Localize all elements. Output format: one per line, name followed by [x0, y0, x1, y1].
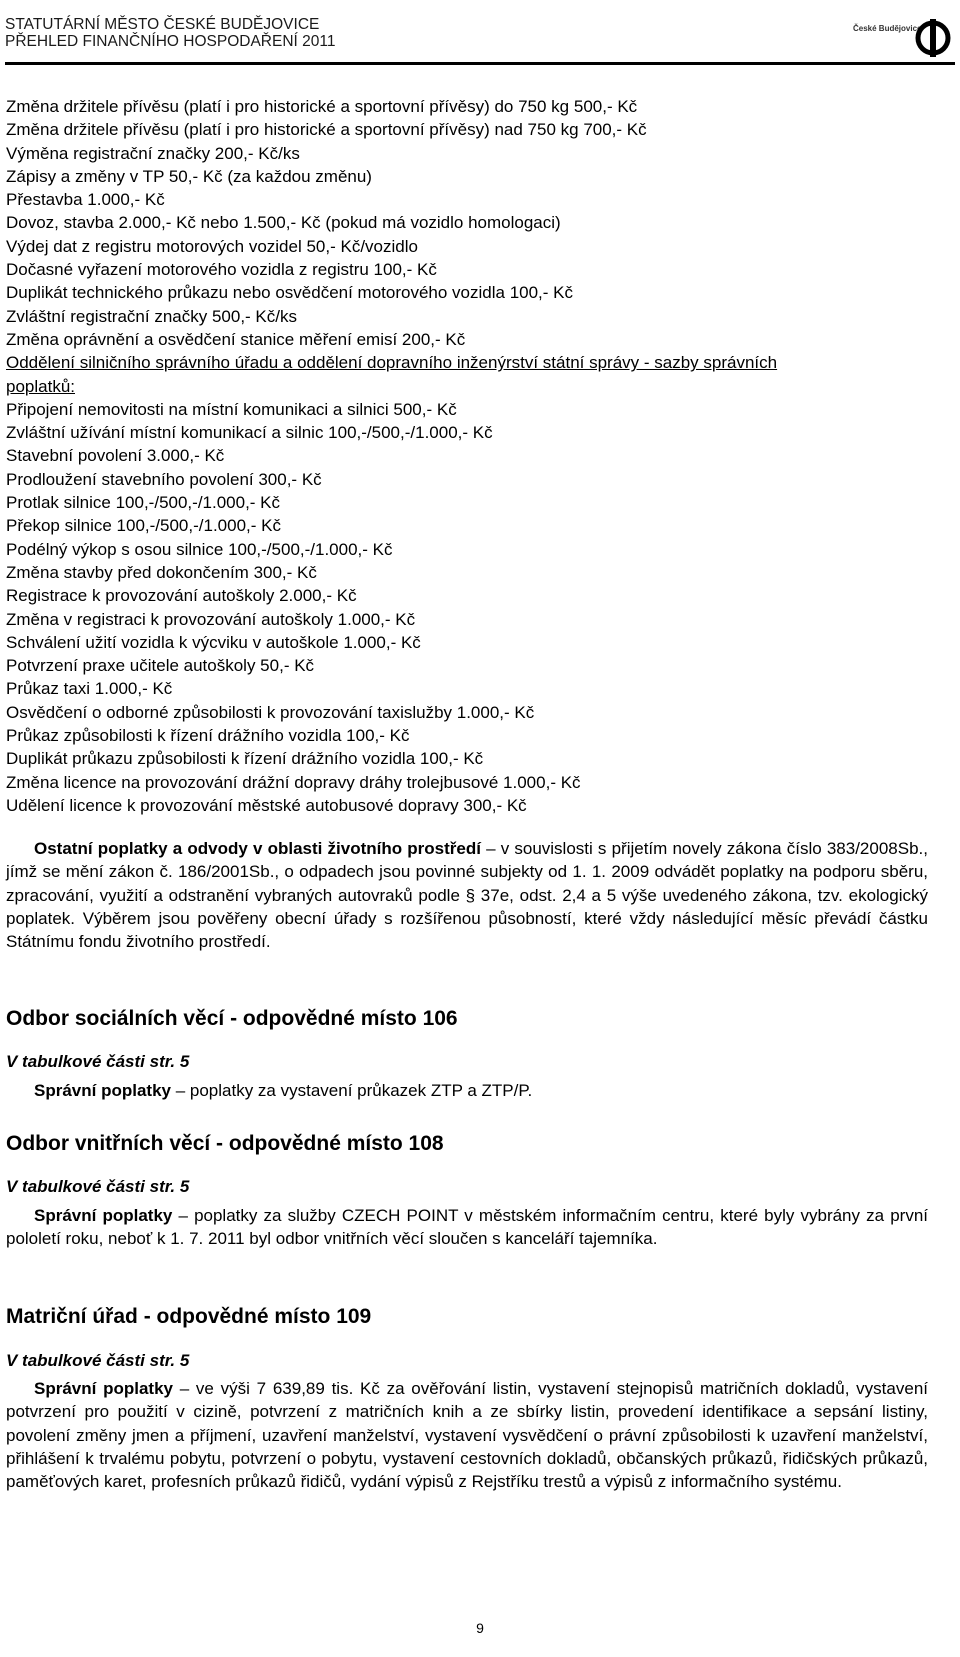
list-item: Schválení užití vozidla k výcviku v autoškole 1.000,- Kč [6, 632, 421, 652]
paragraph-bold-lead: Správní poplatky [34, 1081, 171, 1100]
list-item: Udělení licence k provozování městské autobusové dopravy 300,- Kč [6, 795, 527, 815]
fee-list [6, 95, 946, 817]
list-item: Dočasné vyřazení motorového vozidla z registru 100,- Kč [6, 260, 437, 280]
paragraph-ostatni-poplatky [6, 837, 928, 953]
list-item: Prodloužení stavebního povolení 300,- Kč [6, 469, 322, 489]
paragraph-bold-lead: Správní poplatky [34, 1206, 173, 1225]
paragraph-text: – v souvislosti s přijetím novely zákona číslo 383/2008Sb., jímž se mění zákon č. 186/2001Sb., o odpadech jsou povinné subjekty od 1. 1. 2009 odvádět poplatky na podporu sběru, zpracování, využití a odstranění vybraných autovraků podle § 37e, odst. 2,4 a 5 výše uvedeného zákona, tzv. ekologický poplatek. Výběrem jsou pověřeny obecní úřady s rozšířenou působností, které vždy následující měsíc převádí částku Státnímu fondu životního prostředí. [6, 839, 928, 952]
list-item: Podélný výkop s osou silnice 100,-/500,-/1.000,- Kč [6, 539, 393, 559]
list-item: Změna držitele přívěsu (platí i pro historické a sportovní přívěsy) do 750 kg 500,- Kč [6, 97, 638, 116]
header-rule [5, 62, 955, 65]
list-item: Protlak silnice 100,-/500,-/1.000,- Kč [6, 493, 281, 513]
section-heading-underlined: Oddělení silničního správního úřadu a oddělení dopravního inženýrství státní správy - sazby správních poplatků: [6, 353, 778, 396]
list-item: Zápisy a změny v TP 50,- Kč (za každou změnu) [6, 166, 372, 186]
section-paragraph [6, 1204, 928, 1251]
list-item: Osvědčení o odborné způsobilosti k provozování taxislužby 1.000,- Kč [6, 702, 535, 722]
list-item: Změna stavby před dokončením 300,- Kč [6, 562, 317, 582]
list-item: Výměna registrační značky 200,- Kč/ks [6, 143, 300, 163]
list-item: Změna držitele přívěsu (platí i pro historické a sportovní přívěsy) nad 750 kg 700,- Kč [6, 120, 647, 140]
paragraph-text: – poplatky za vystavení průkazek ZTP a ZTP/P. [170, 1081, 533, 1100]
city-logo [853, 16, 953, 58]
paragraph-bold-lead: Správní poplatky [34, 1379, 173, 1398]
section-heading: Matriční úřad - odpovědné místo 109 [6, 1305, 372, 1328]
header-line-2: PŘEHLED FINANČNÍHO HOSPODAŘENÍ 2011 [5, 33, 336, 50]
section-subheading: V tabulkové části str. 5 [6, 1351, 190, 1370]
section-paragraph [6, 1079, 928, 1102]
paragraph-text: – ve výši 7 639,89 tis. Kč za ověřování listin, vystavení stejnopisů matričních dokladů, vystavení potvrzení pro použití v cizině, potvrzení z matričních knih a ze sbírky listin, provedení identifikace a sepsání listiny, povolení změny jmen a příjmení, uzavření manželství, vystavení vysvědčení o právní způsobilosti k uzavření manželství, přihlášení k trvalému pobytu, potvrzení o pobytu, vystavení cestovních dokladů, občanských průkazů, řidičských průkazů, paměťových karet, profesních průkazů řidičů, vydání výpisů z Rejstříku trestů a výpisů z informačního systému. [6, 1379, 928, 1492]
list-item: Dovoz, stavba 2.000,- Kč nebo 1.500,- Kč (pokud má vozidlo homologaci) [6, 213, 561, 233]
list-item: Duplikát průkazu způsobilosti k řízení drážního vozidla 100,- Kč [6, 749, 484, 769]
list-item: Průkaz způsobilosti k řízení drážního vozidla 100,- Kč [6, 726, 410, 746]
logo-text: České Budějovice [853, 24, 922, 33]
list-item: Změna v registraci k provozování autoškoly 1.000,- Kč [6, 609, 416, 629]
list-item: Zvláštní registrační značky 500,- Kč/ks [6, 306, 297, 326]
list-item: Překop silnice 100,-/500,-/1.000,- Kč [6, 516, 281, 536]
list-item: Výdej dat z registru motorových vozidel 50,- Kč/vozidlo [6, 236, 418, 256]
paragraph-text: – poplatky za služby CZECH POINT v městském informačním centru, které byly vybrány za první pololetí roku, neboť k 1. 7. 2011 byl odbor vnitřních věcí sloučen s kanceláří tajemníka. [6, 1206, 928, 1249]
list-item: Průkaz taxi 1.000,- Kč [6, 679, 173, 699]
section-subheading: V tabulkové části str. 5 [6, 1052, 190, 1071]
list-item: Připojení nemovitosti na místní komunikaci a silnici 500,- Kč [6, 399, 457, 419]
section-heading: Odbor vnitřních věcí - odpovědné místo 108 [6, 1132, 444, 1155]
paragraph-bold-lead: Ostatní poplatky a odvody v oblasti životního prostředí [34, 839, 481, 858]
list-item: Duplikát technického průkazu nebo osvědčení motorového vozidla 100,- Kč [6, 283, 574, 303]
page-header [5, 16, 955, 56]
logo-emblem-icon [853, 16, 953, 58]
header-line-1: STATUTÁRNÍ MĚSTO ČESKÉ BUDĚJOVICE [5, 16, 320, 33]
list-item: Přestavba 1.000,- Kč [6, 190, 165, 210]
section-subheading: V tabulkové části str. 5 [6, 1177, 190, 1196]
list-item: Potvrzení praxe učitele autoškoly 50,- Kč [6, 656, 315, 676]
list-item: Zvláštní užívání místní komunikací a silnic 100,-/500,-/1.000,- Kč [6, 423, 493, 443]
list-item: Změna oprávnění a osvědčení stanice měření emisí 200,- Kč [6, 329, 466, 349]
page-number: 9 [476, 1620, 484, 1636]
section-heading: Odbor sociálních věcí - odpovědné místo 106 [6, 1007, 458, 1030]
list-item: Změna licence na provozování drážní dopravy dráhy trolejbusové 1.000,- Kč [6, 772, 581, 792]
list-item: Registrace k provozování autoškoly 2.000,- Kč [6, 586, 357, 606]
section-paragraph [6, 1377, 928, 1493]
list-item: Stavební povolení 3.000,- Kč [6, 446, 225, 466]
